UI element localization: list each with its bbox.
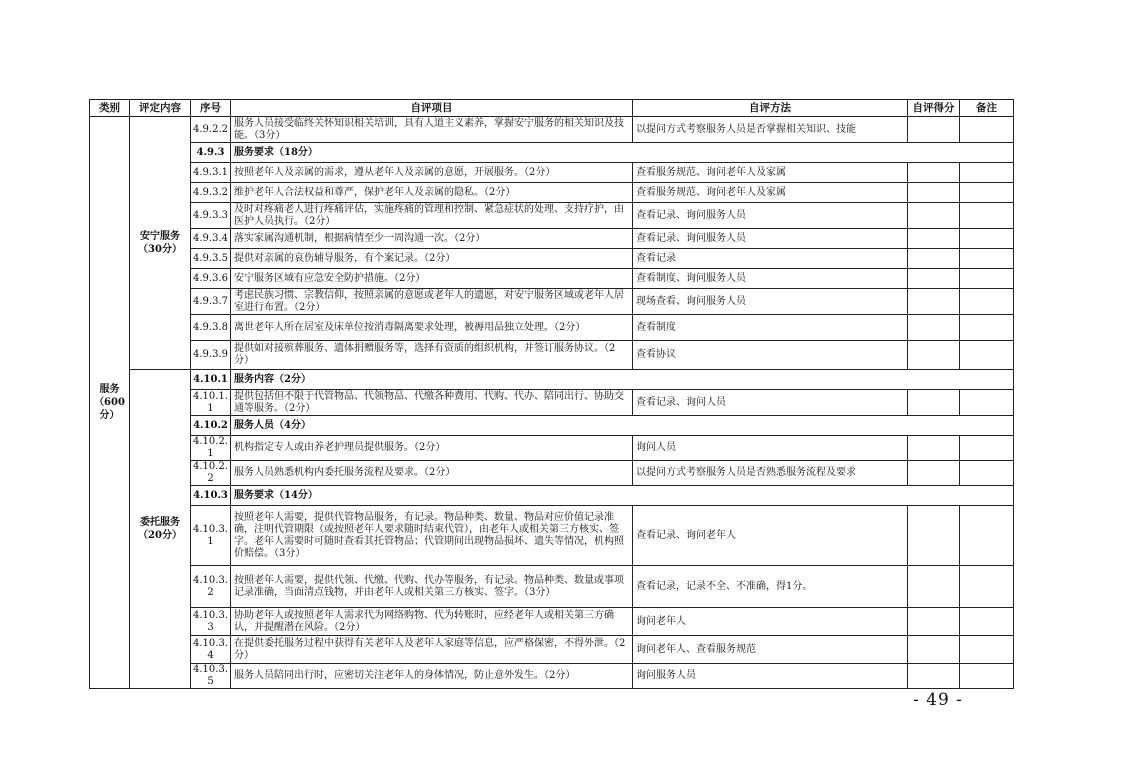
- score-cell: [908, 117, 960, 143]
- remark-cell: [960, 229, 1014, 249]
- header-category: 类别: [90, 100, 130, 117]
- row-item: 提供包括但不限于代管物品、代领物品、代缴各种费用、代购、代办、陪同出行、协助交通等服务。（2分）: [231, 390, 633, 416]
- row-method: 查看记录、询问服务人员: [633, 229, 908, 249]
- table-row: [90, 390, 1014, 416]
- header-remark: 备注: [960, 100, 1014, 117]
- remark-cell: [960, 183, 1014, 203]
- row-no: 4.9.3.5: [191, 249, 231, 269]
- row-item: 安宁服务区域有应急安全防护措施。（2分）: [231, 269, 633, 289]
- row-item: 服务人员接受临终关怀知识相关培训，具有人道主义素养，掌握安宁服务的相关知识及技能。（3分）: [231, 117, 633, 143]
- category-cell: [90, 117, 130, 689]
- row-method: 询问老年人、查看服务规范: [633, 636, 908, 664]
- row-no: 4.9.3.2: [191, 183, 231, 203]
- content-entrust-label: 委托服务 （20分）: [138, 517, 182, 541]
- score-cell: [908, 436, 960, 461]
- row-no: 4.9.3: [191, 143, 231, 163]
- table-row: [90, 486, 1014, 506]
- row-no: 4.10.3: [191, 486, 231, 506]
- row-item: 落实家属沟通机制，根据病情至少一周沟通一次。（2分）: [231, 229, 633, 249]
- row-method: 询问人员: [633, 436, 908, 461]
- table-row: [90, 416, 1014, 436]
- score-cell: [908, 289, 960, 315]
- row-no: 4.10.2.1: [191, 436, 231, 461]
- remark-cell: [960, 436, 1014, 461]
- table-row: [90, 664, 1014, 689]
- score-cell: [908, 608, 960, 636]
- row-no: 4.10.3.2: [191, 566, 231, 608]
- section-heading: 服务人员（4分）: [231, 416, 1014, 436]
- row-no: 4.9.3.7: [191, 289, 231, 315]
- table-row: [90, 341, 1014, 370]
- section-heading: 服务要求（18分）: [231, 143, 1014, 163]
- score-cell: [908, 506, 960, 566]
- table-row: [90, 183, 1014, 203]
- table-row: [90, 203, 1014, 229]
- row-method: 查看记录: [633, 249, 908, 269]
- row-method: 以提问方式考察服务人员是否掌握相关知识、技能: [633, 117, 908, 143]
- remark-cell: [960, 269, 1014, 289]
- row-item: 维护老年人合法权益和尊严，保护老年人及亲属的隐私。（2分）: [231, 183, 633, 203]
- score-cell: [908, 461, 960, 486]
- row-item: 机构指定专人或由养老护理员提供服务。（2分）: [231, 436, 633, 461]
- remark-cell: [960, 289, 1014, 315]
- score-cell: [908, 341, 960, 370]
- header-item: 自评项目: [231, 100, 633, 117]
- row-no: 4.10.3.4: [191, 636, 231, 664]
- row-item: 服务人员熟悉机构内委托服务流程及要求。（2分）: [231, 461, 633, 486]
- row-item: 提供如对接殡葬服务、遗体捐赠服务等，选择有资质的组织机构，并签订服务协议。（2分）: [231, 341, 633, 370]
- score-cell: [908, 163, 960, 183]
- page-number: - 49 -: [913, 690, 963, 710]
- table-row: [90, 636, 1014, 664]
- row-item: 及时对疼痛老人进行疼痛评估，实施疼痛的管理和控制、紧急症状的处理、支持疗护，由医护人员执行。（2分）: [231, 203, 633, 229]
- section-heading: 服务要求（14分）: [231, 486, 1014, 506]
- row-method: 查看服务规范、询问老年人及家属: [633, 183, 908, 203]
- row-no: 4.9.3.9: [191, 341, 231, 370]
- remark-cell: [960, 203, 1014, 229]
- remark-cell: [960, 636, 1014, 664]
- remark-cell: [960, 664, 1014, 689]
- row-method: 查看协议: [633, 341, 908, 370]
- row-no: 4.10.3.3: [191, 608, 231, 636]
- remark-cell: [960, 461, 1014, 486]
- table-row: [90, 163, 1014, 183]
- score-cell: [908, 269, 960, 289]
- remark-cell: [960, 163, 1014, 183]
- table-row: [90, 370, 1014, 390]
- row-no: 4.9.3.1: [191, 163, 231, 183]
- score-cell: [908, 566, 960, 608]
- row-no: 4.9.3.6: [191, 269, 231, 289]
- row-no: 4.10.3.5: [191, 664, 231, 689]
- row-item: 按照老年人及亲属的需求，遵从老年人及亲属的意愿，开展服务。（2分）: [231, 163, 633, 183]
- remark-cell: [960, 341, 1014, 370]
- content-cell-hospice: [130, 117, 191, 370]
- remark-cell: [960, 390, 1014, 416]
- score-cell: [908, 315, 960, 341]
- score-cell: [908, 183, 960, 203]
- remark-cell: [960, 117, 1014, 143]
- row-no: 4.10.2.2: [191, 461, 231, 486]
- content-cell-entrust: [130, 370, 191, 689]
- row-item: 按照老年人需要，提供代管物品服务，有记录。物品种类、数量、物品对应价值记录准确，注明代管期限（或按照老年人要求随时结束代管），由老年人或相关第三方核实、签字。老年人需要时可随时查看其托管物品；代管期间出现物品损坏、遗失等情况，机构照价赔偿。（3分）: [231, 506, 633, 566]
- row-no: 4.9.3.3: [191, 203, 231, 229]
- row-item: 离世老年人所在居室及床单位按消毒隔离要求处理，被褥用品独立处理。（2分）: [231, 315, 633, 341]
- row-method: 查看制度、询问服务人员: [633, 269, 908, 289]
- row-item: 协助老年人或按照老年人需求代为网络购物、代为转账时，应经老年人或相关第三方确认，并提醒潜在风险。（2分）: [231, 608, 633, 636]
- score-cell: [908, 636, 960, 664]
- remark-cell: [960, 608, 1014, 636]
- table-row: [90, 143, 1014, 163]
- row-item: 提供对亲属的哀伤辅导服务，有个案记录。（2分）: [231, 249, 633, 269]
- table-row: [90, 249, 1014, 269]
- row-no: 4.10.1: [191, 370, 231, 390]
- header-score: 自评得分: [908, 100, 960, 117]
- row-method: 询问老年人: [633, 608, 908, 636]
- header-method: 自评方法: [633, 100, 908, 117]
- row-no: 4.10.2: [191, 416, 231, 436]
- score-cell: [908, 229, 960, 249]
- score-cell: [908, 249, 960, 269]
- table-row: [90, 315, 1014, 341]
- table-row: [90, 566, 1014, 608]
- row-method: 查看服务规范、询问老年人及家属: [633, 163, 908, 183]
- section-heading: 服务内容（2分）: [231, 370, 1014, 390]
- table-row: [90, 269, 1014, 289]
- row-method: 现场查看、询问服务人员: [633, 289, 908, 315]
- row-method: 以提问方式考察服务人员是否熟悉服务流程及要求: [633, 461, 908, 486]
- remark-cell: [960, 566, 1014, 608]
- row-item: 服务人员陪同出行时，应密切关注老年人的身体情况，防止意外发生。（2分）: [231, 664, 633, 689]
- table-row: [90, 436, 1014, 461]
- table-row: [90, 461, 1014, 486]
- table-row: [90, 229, 1014, 249]
- row-method: 查看记录，记录不全、不准确，得1分。: [633, 566, 908, 608]
- header-content: 评定内容: [130, 100, 191, 117]
- row-method: 询问服务人员: [633, 664, 908, 689]
- table-row: [90, 506, 1014, 566]
- table-row: [90, 608, 1014, 636]
- table-row: [90, 117, 1014, 143]
- score-cell: [908, 664, 960, 689]
- header-no: 序号: [191, 100, 231, 117]
- remark-cell: [960, 249, 1014, 269]
- table-row: [90, 289, 1014, 315]
- row-method: 查看制度: [633, 315, 908, 341]
- row-no: 4.9.3.4: [191, 229, 231, 249]
- row-method: 查看记录、询问人员: [633, 390, 908, 416]
- evaluation-table: [89, 99, 1014, 689]
- remark-cell: [960, 315, 1014, 341]
- row-no: 4.10.3.1: [191, 506, 231, 566]
- row-no: 4.9.2.2: [191, 117, 231, 143]
- row-no: 4.9.3.8: [191, 315, 231, 341]
- row-item: 按照老年人需要，提供代领、代缴、代购、代办等服务，有记录。物品种类、数量或事项记录准确，当面清点钱物，并由老年人或相关第三方核实、签字。（3分）: [231, 566, 633, 608]
- row-method: 查看记录、询问服务人员: [633, 203, 908, 229]
- row-no: 4.10.1.1: [191, 390, 231, 416]
- category-service-label: 服务 （600 分）: [94, 384, 125, 421]
- row-item: 考虑民族习惯、宗教信仰，按照亲属的意愿或老年人的遗愿，对安宁服务区域或老年人居室进行布置。（2分）: [231, 289, 633, 315]
- score-cell: [908, 390, 960, 416]
- row-method: 查看记录、询问老年人: [633, 506, 908, 566]
- row-item: 在提供委托服务过程中获得有关老年人及老年人家庭等信息，应严格保密，不得外泄。（2分）: [231, 636, 633, 664]
- header-row: [90, 100, 1014, 117]
- score-cell: [908, 203, 960, 229]
- remark-cell: [960, 506, 1014, 566]
- content-hospice-label: 安宁服务 （30分）: [138, 231, 182, 255]
